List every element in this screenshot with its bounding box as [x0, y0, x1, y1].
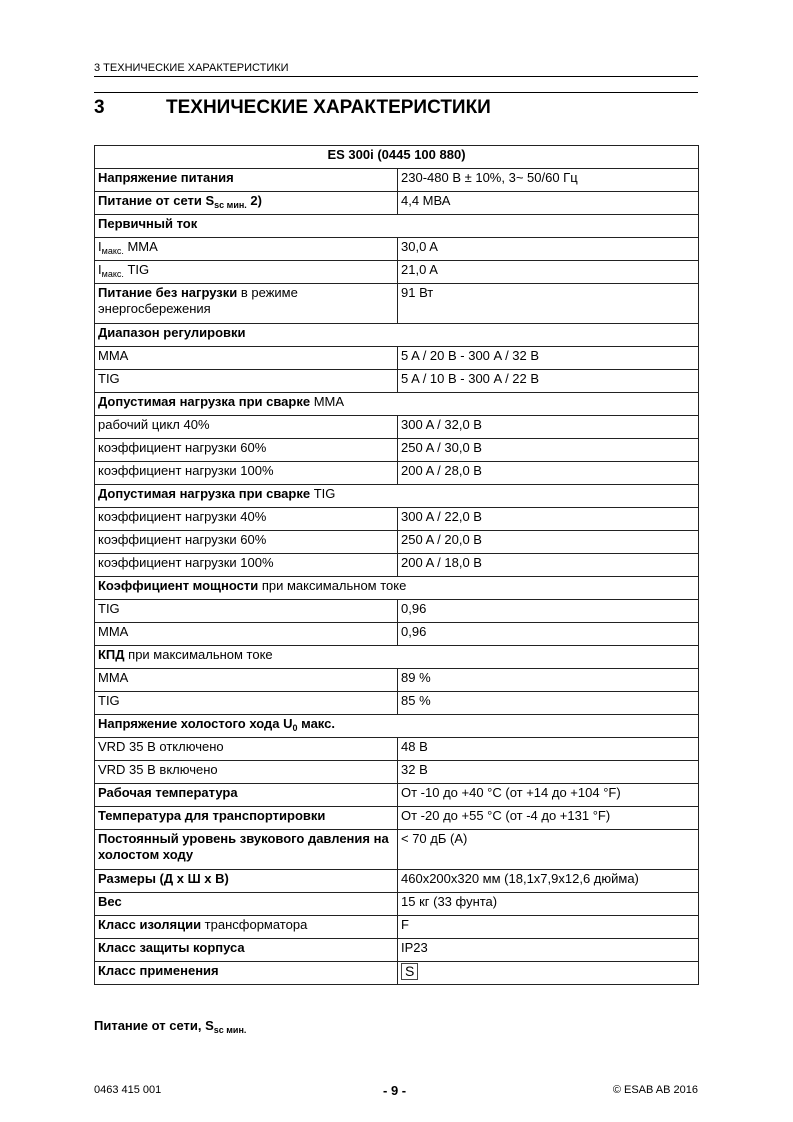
row-label	[95, 462, 398, 485]
row-label	[95, 370, 398, 393]
table-row	[95, 554, 699, 577]
value-text: 89 %	[401, 670, 431, 685]
table-row	[95, 669, 699, 692]
value-text: От -10 до +40 °C (от +14 до +104 °F)	[401, 785, 621, 800]
chapter-number: 3	[94, 97, 105, 118]
label-part: TIG	[98, 601, 120, 616]
chapter-title-text: ТЕХНИЧЕСКИЕ ХАРАКТЕРИСТИКИ	[166, 97, 491, 118]
label-part: MMA	[310, 394, 345, 409]
label-part: TIG	[98, 371, 120, 386]
label-part: при максимальном токе	[124, 647, 273, 662]
row-label	[95, 261, 398, 284]
row-label	[95, 284, 398, 324]
row-value	[398, 284, 699, 324]
value-text: 5 A / 10 В - 300 A / 22 В	[401, 371, 540, 386]
row-value	[398, 962, 699, 985]
table-row	[95, 462, 699, 485]
table-row	[95, 738, 699, 761]
label-part: Питание от сети S	[98, 193, 215, 208]
label-part: Допустимая нагрузка при сварке	[98, 486, 311, 501]
value-text: < 70 дБ (A)	[401, 831, 468, 846]
label-part: Диапазон регулировки	[98, 325, 246, 340]
row-label	[95, 669, 398, 692]
table-row	[95, 692, 699, 715]
label-part: Вес	[98, 894, 122, 909]
label-part: в режиме энергосбережения	[98, 285, 298, 316]
label-part: Класс применения	[98, 963, 219, 978]
table-heading: ES 300i (0445 100 880)	[95, 146, 699, 169]
section-row	[95, 646, 699, 669]
label-part: Рабочая температура	[98, 785, 238, 800]
label-part: Коэффициент мощности	[98, 578, 259, 593]
value-text: 0,96	[401, 624, 427, 639]
row-value	[398, 169, 699, 192]
row-value	[398, 370, 699, 393]
row-label	[95, 623, 398, 646]
row-label	[95, 169, 398, 192]
label-part: MMA	[98, 348, 129, 363]
row-label	[95, 347, 398, 370]
label-part: коэффициент нагрузки 60%	[98, 532, 267, 547]
table-row	[95, 870, 699, 893]
value-text: 230-480 В ± 10%, 3~ 50/60 Гц	[401, 170, 578, 185]
row-label	[95, 439, 398, 462]
row-label	[95, 646, 699, 669]
row-value	[398, 554, 699, 577]
row-label	[95, 577, 699, 600]
value-text: F	[401, 917, 409, 932]
label-part: Постоянный уровень звукового давления на холостом ходу	[98, 831, 389, 862]
row-label	[95, 962, 398, 985]
row-value	[398, 761, 699, 784]
row-label	[95, 531, 398, 554]
row-label	[95, 324, 699, 347]
value-text: 250 A / 30,0 В	[401, 440, 482, 455]
row-label	[95, 939, 398, 962]
table-row	[95, 284, 699, 324]
row-value	[398, 669, 699, 692]
value-text: IP23	[401, 940, 428, 955]
row-label	[95, 870, 398, 893]
table-row	[95, 238, 699, 261]
row-value	[398, 784, 699, 807]
row-value	[398, 347, 699, 370]
label-part: при максимальном токе	[258, 578, 407, 593]
table-row	[95, 416, 699, 439]
row-label	[95, 784, 398, 807]
section-row	[95, 324, 699, 347]
label-part: рабочий цикл 40%	[98, 417, 210, 432]
row-value	[398, 692, 699, 715]
row-label	[95, 215, 699, 238]
title-rule	[94, 92, 698, 93]
table-row	[95, 916, 699, 939]
section-row	[95, 715, 699, 738]
label-part: Класс защиты корпуса	[98, 940, 245, 955]
table-row	[95, 370, 699, 393]
row-label	[95, 554, 398, 577]
specs-table	[94, 145, 699, 985]
value-text: 21,0 A	[401, 262, 438, 277]
label-part: Напряжение холостого хода U	[98, 716, 293, 731]
table-row	[95, 261, 699, 284]
label-part: трансформатора	[201, 917, 308, 932]
row-label	[95, 830, 398, 870]
value-text: 300 A / 22,0 В	[401, 509, 482, 524]
row-value	[398, 623, 699, 646]
label-part: коэффициент нагрузки 60%	[98, 440, 267, 455]
row-label	[95, 192, 398, 215]
page-number: - 9 -	[383, 1083, 407, 1098]
label-part: Температура для транспортировки	[98, 808, 326, 823]
value-text: 0,96	[401, 601, 427, 616]
section-row	[95, 215, 699, 238]
label-part: VRD 35 В отключено	[98, 739, 224, 754]
row-value	[398, 600, 699, 623]
row-label	[95, 893, 398, 916]
row-value	[398, 192, 699, 215]
label-part: Первичный ток	[98, 216, 198, 231]
row-value	[398, 261, 699, 284]
section-row	[95, 577, 699, 600]
row-label	[95, 916, 398, 939]
value-text: 32 В	[401, 762, 428, 777]
label-part: коэффициент нагрузки 100%	[98, 463, 274, 478]
row-label	[95, 393, 699, 416]
label-part: макс.	[101, 246, 124, 256]
label-part: Напряжение питания	[98, 170, 234, 185]
value-text: 4,4 МВА	[401, 193, 451, 208]
chapter-title	[94, 97, 491, 119]
table-row	[95, 807, 699, 830]
label-part: sc мин.	[214, 200, 247, 210]
row-value	[398, 531, 699, 554]
header-rule	[94, 76, 698, 77]
row-value	[398, 939, 699, 962]
value-text: 200 A / 18,0 В	[401, 555, 482, 570]
label-part: TIG	[123, 262, 150, 277]
value-text: 5 A / 20 В - 300 A / 32 В	[401, 348, 540, 363]
label-part: TIG	[98, 693, 120, 708]
table-row	[95, 347, 699, 370]
row-value	[398, 916, 699, 939]
table-row	[95, 508, 699, 531]
row-label	[95, 715, 699, 738]
table-row	[95, 761, 699, 784]
table-row	[95, 830, 699, 870]
row-value	[398, 416, 699, 439]
footnote-sub: sc мин.	[213, 1025, 247, 1035]
row-label	[95, 761, 398, 784]
label-part: Питание без нагрузки	[98, 285, 238, 300]
value-text: 85 %	[401, 693, 431, 708]
label-part: 2)	[246, 193, 262, 208]
row-label	[95, 238, 398, 261]
value-text: 460x200x320 мм (18,1x7,9x12,6 дюйма)	[401, 871, 639, 886]
table-row	[95, 784, 699, 807]
row-label	[95, 416, 398, 439]
doc-number: 0463 415 001	[94, 1084, 162, 1096]
label-part: Класс изоляции	[98, 917, 202, 932]
section-row	[95, 485, 699, 508]
row-value	[398, 893, 699, 916]
label-part: Размеры (Д x Ш x В)	[98, 871, 229, 886]
value-text: 91 Вт	[401, 285, 434, 300]
row-label	[95, 807, 398, 830]
row-value	[398, 830, 699, 870]
value-text: 300 A / 32,0 В	[401, 417, 482, 432]
table-row	[95, 623, 699, 646]
table-row	[95, 531, 699, 554]
table-row	[95, 169, 699, 192]
row-value	[398, 462, 699, 485]
value-text: От -20 до +55 °C (от -4 до +131 °F)	[401, 808, 611, 823]
row-value	[398, 807, 699, 830]
label-part: MMA	[123, 239, 158, 254]
row-value	[398, 508, 699, 531]
application-class-symbol: S	[401, 963, 418, 980]
label-part: КПД	[98, 647, 125, 662]
table-heading-row	[95, 146, 699, 169]
copyright: © ESAB AB 2016	[612, 1084, 698, 1096]
label-part: коэффициент нагрузки 40%	[98, 509, 267, 524]
row-label	[95, 692, 398, 715]
label-part: макс.	[297, 716, 335, 731]
table-row	[95, 439, 699, 462]
label-part: TIG	[310, 486, 336, 501]
label-part: макс.	[101, 269, 124, 279]
table-row	[95, 192, 699, 215]
table-row	[95, 600, 699, 623]
row-value	[398, 238, 699, 261]
row-label	[95, 738, 398, 761]
row-label	[95, 600, 398, 623]
table-row	[95, 939, 699, 962]
running-header: 3 ТЕХНИЧЕСКИЕ ХАРАКТЕРИСТИКИ	[94, 62, 289, 74]
footnote	[94, 1018, 246, 1035]
table-row	[95, 893, 699, 916]
row-label	[95, 485, 699, 508]
label-part: MMA	[98, 624, 129, 639]
label-part: VRD 35 В включено	[98, 762, 218, 777]
value-text: 200 A / 28,0 В	[401, 463, 482, 478]
row-value	[398, 870, 699, 893]
footnote-text: Питание от сети, S	[94, 1018, 214, 1033]
value-text: 250 A / 20,0 В	[401, 532, 482, 547]
label-part: I	[98, 262, 102, 277]
label-part: коэффициент нагрузки 100%	[98, 555, 274, 570]
label-part: Допустимая нагрузка при сварке	[98, 394, 311, 409]
label-part: I	[98, 239, 102, 254]
row-label	[95, 508, 398, 531]
value-text: 30,0 A	[401, 239, 438, 254]
label-part: 0	[292, 723, 298, 733]
section-row	[95, 393, 699, 416]
table-row	[95, 962, 699, 985]
row-value	[398, 439, 699, 462]
label-part: MMA	[98, 670, 129, 685]
row-value	[398, 738, 699, 761]
value-text: 48 В	[401, 739, 428, 754]
value-text: 15 кг (33 фунта)	[401, 894, 498, 909]
